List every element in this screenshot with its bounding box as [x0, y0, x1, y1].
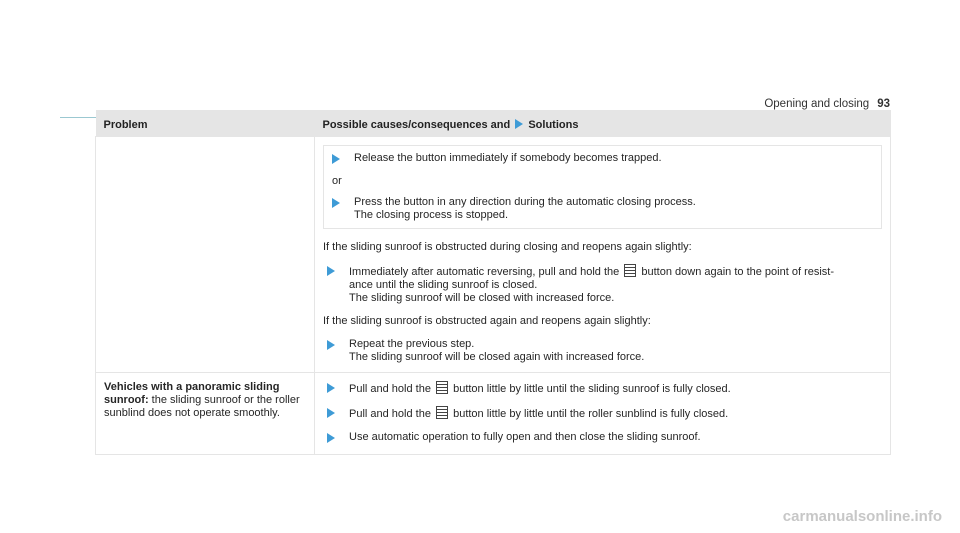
- step-line: The closing process is stopped.: [354, 209, 509, 221]
- problem-cell: [96, 373, 315, 455]
- step-text: [349, 381, 882, 396]
- arrow-right-icon: [327, 383, 335, 393]
- arrow-right-icon: [327, 408, 335, 418]
- step-line: Pull and hold the: [349, 383, 431, 395]
- step-line: button little by little until the roller sunblind is fully closed.: [453, 408, 729, 420]
- problem-bold: Vehicles with a panoramic sliding sunroof:: [104, 381, 280, 406]
- safety-box: [323, 145, 882, 229]
- step-line: The sliding sunroof will be closed with increased force.: [349, 292, 615, 304]
- list-item: [323, 431, 882, 446]
- arrow-right-icon: [515, 119, 523, 129]
- col-header-prefix: Possible causes/consequences and: [322, 119, 511, 131]
- problem-cell-empty: [96, 137, 315, 373]
- list-item: [323, 381, 882, 396]
- list-item: [323, 264, 882, 305]
- paragraph: If the sliding sunroof is obstructed again and reopens again slightly:: [323, 315, 651, 327]
- list-item: [323, 338, 882, 364]
- step-text: Release the button immediately if somebody becomes trapped.: [354, 152, 662, 164]
- arrow-right-icon: [327, 266, 335, 276]
- step-line: Repeat the previous step.: [349, 338, 475, 350]
- section-title: Opening and closing: [764, 98, 870, 110]
- step-line: The sliding sunroof will be closed again with increased force.: [349, 351, 645, 363]
- solution-cell: [315, 373, 891, 455]
- step-line: Press the button in any direction during the automatic closing process.: [354, 196, 696, 208]
- arrow-right-icon: [332, 154, 340, 164]
- table-header-row: [96, 110, 891, 137]
- col-header-suffix: Solutions: [528, 119, 579, 131]
- page-header: [60, 98, 890, 110]
- paragraph: If the sliding sunroof is obstructed during closing and reopens again slightly:: [323, 241, 692, 253]
- sunroof-button-icon: [436, 406, 448, 419]
- page-number: 93: [877, 98, 890, 110]
- solution-cell: [315, 137, 891, 373]
- or-text: or: [332, 175, 342, 187]
- step-line: button down again to the point of resist-: [641, 266, 835, 278]
- arrow-right-icon: [332, 198, 340, 208]
- sunroof-button-icon: [624, 264, 636, 277]
- table-row: [96, 373, 891, 455]
- step-line: ance until the sliding sunroof is closed.: [349, 279, 538, 291]
- step-line: Immediately after automatic reversing, pull and hold the: [349, 266, 620, 278]
- table-row: [96, 137, 891, 373]
- list-item: [323, 406, 882, 421]
- problem-text: the sliding sunroof or the roller sunblind does not operate smoothly.: [104, 394, 300, 419]
- list-item: [332, 196, 873, 222]
- col-header-solutions: [315, 110, 891, 137]
- arrow-right-icon: [327, 340, 335, 350]
- list-item: [332, 152, 873, 167]
- col-header-problem: Problem: [96, 110, 315, 137]
- step-text: [349, 264, 882, 305]
- arrow-right-icon: [327, 433, 335, 443]
- watermark: carmanualsonline.info: [782, 508, 942, 525]
- sunroof-button-icon: [436, 381, 448, 394]
- step-line: button little by little until the sliding sunroof is fully closed.: [453, 383, 731, 395]
- step-line: Pull and hold the: [349, 408, 431, 420]
- step-text: [354, 196, 873, 222]
- step-text: [349, 338, 882, 364]
- step-text: Use automatic operation to fully open and then close the sliding sunroof.: [349, 431, 701, 443]
- troubleshooting-table: [95, 110, 891, 455]
- step-text: [349, 406, 882, 421]
